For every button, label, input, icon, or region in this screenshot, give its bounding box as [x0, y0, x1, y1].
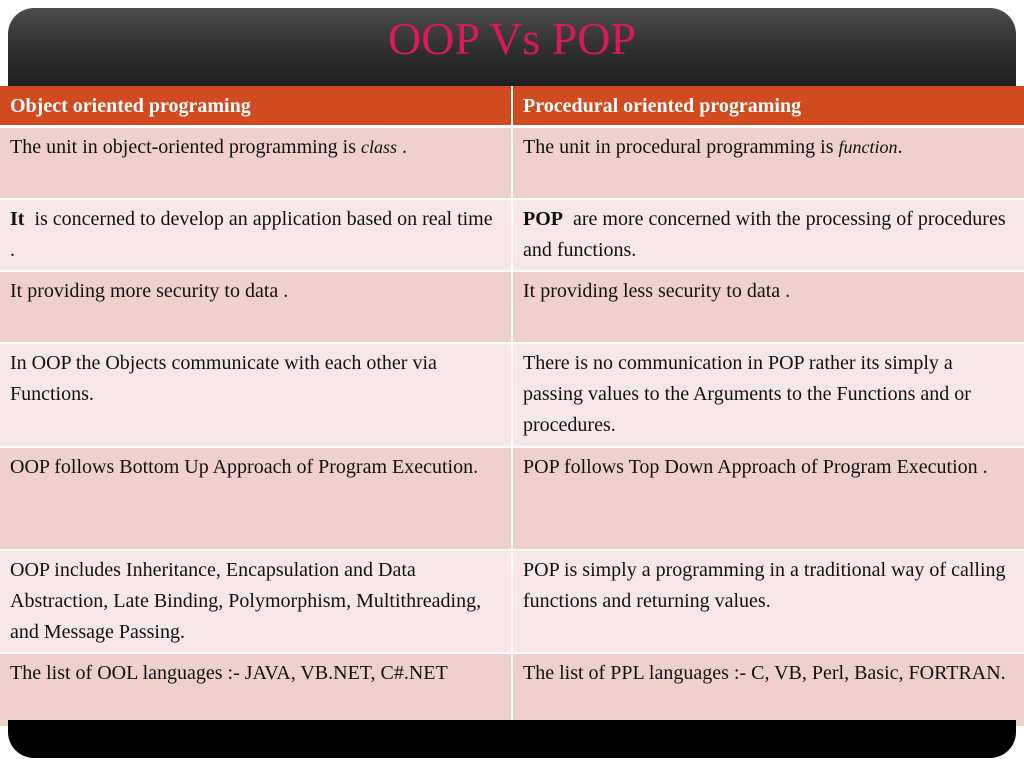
- cell-oop-security: It providing more security to data .: [0, 271, 512, 343]
- table-row: [0, 271, 1024, 343]
- cell-oop-languages: The list of OOL languages :- JAVA, VB.NET, C#.NET: [0, 653, 512, 727]
- cell-pop-unit: [512, 127, 1024, 200]
- table-row: [0, 199, 1024, 271]
- cell-oop-communication: In OOP the Objects communicate with each other via Functions.: [0, 343, 512, 447]
- cell-tail: .: [397, 136, 408, 158]
- cell-text: The unit in object-oriented programming is: [10, 136, 362, 158]
- bottom-bar: [8, 720, 1016, 758]
- cell-pop-approach: POP follows Top Down Approach of Program Execution .: [512, 447, 1024, 550]
- table-row: [0, 127, 1024, 200]
- cell-strong: POP: [523, 208, 563, 230]
- header-pop: Procedural oriented programing: [512, 86, 1024, 127]
- cell-strong: It: [10, 208, 25, 230]
- comparison-table: [0, 86, 1024, 728]
- table-row: [0, 653, 1024, 727]
- cell-oop-approach: OOP follows Bottom Up Approach of Program Execution.: [0, 447, 512, 550]
- slide-title: OOP Vs POP: [388, 13, 636, 64]
- cell-pop-security: It providing less security to data .: [512, 271, 1024, 343]
- header-oop: Object oriented programing: [0, 86, 512, 127]
- cell-oop-features: OOP includes Inheritance, Encapsulation and Data Abstraction, Late Binding, Polymorphism, Multithreading, and Message Passing.: [0, 550, 512, 653]
- cell-pop-languages: The list of PPL languages :- C, VB, Perl, Basic, FORTRAN.: [512, 653, 1024, 727]
- cell-pop-features: POP is simply a programming in a traditional way of calling functions and returning values.: [512, 550, 1024, 653]
- table-row: [0, 343, 1024, 447]
- cell-oop-focus: [0, 199, 512, 271]
- cell-pop-communication: There is no communication in POP rather its simply a passing values to the Arguments to the Functions and or procedures.: [512, 343, 1024, 447]
- cell-pop-focus: [512, 199, 1024, 271]
- table-row: [0, 550, 1024, 653]
- table-row: [0, 447, 1024, 550]
- cell-text: The unit in procedural programming is: [523, 136, 839, 158]
- cell-oop-unit: [0, 127, 512, 200]
- table-header-row: [0, 86, 1024, 127]
- cell-emphasis: function: [838, 137, 898, 157]
- cell-text: are more concerned with the processing of procedures and functions.: [523, 208, 1011, 261]
- cell-emphasis: class: [361, 137, 398, 157]
- cell-text: is concerned to develop an application based on real time .: [10, 208, 498, 261]
- cell-tail: .: [897, 136, 903, 158]
